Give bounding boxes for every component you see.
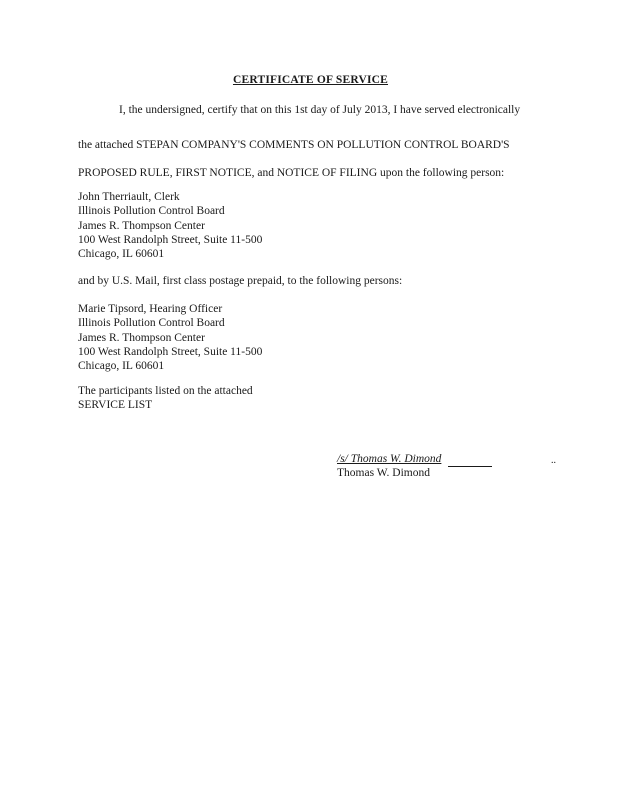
participants-line: The participants listed on the attached <box>78 385 253 397</box>
signature-rule <box>448 466 492 467</box>
address-line: John Therriault, Clerk <box>78 191 180 203</box>
address-line: Illinois Pollution Control Board <box>78 317 225 330</box>
participants-line: SERVICE LIST <box>78 399 153 412</box>
intro-line-1: I, the undersigned, certify that on this 1st day of July 2013, I have served electronically <box>119 104 521 116</box>
address-line: 100 West Randolph Street, Suite 11-500 <box>78 233 263 246</box>
signer-name: Thomas W. Dimond <box>337 467 430 479</box>
address-line: 100 West Randolph Street, Suite 11-500 <box>78 345 263 358</box>
address-line: James R. Thompson Center <box>78 219 205 232</box>
document-title: CERTIFICATE OF SERVICE <box>232 74 389 86</box>
signature-trailing-mark: .. <box>551 455 556 466</box>
participants-note <box>78 384 253 413</box>
electronic-signature: /s/ Thomas W. Dimond <box>337 453 442 465</box>
address-line: Marie Tipsord, Hearing Officer <box>78 303 223 315</box>
recipient-address-clerk <box>78 190 262 261</box>
intro-line-3: PROPOSED RULE, FIRST NOTICE, and NOTICE OF FILING upon the following person: <box>78 167 505 179</box>
mail-statement: and by U.S. Mail, first class postage prepaid, to the following persons: <box>78 275 403 287</box>
address-line: Chicago, IL 60601 <box>78 360 165 373</box>
address-line: Illinois Pollution Control Board <box>78 205 225 218</box>
address-line: Chicago, IL 60601 <box>78 248 165 261</box>
intro-line-2: the attached STEPAN COMPANY'S COMMENTS ON POLLUTION CONTROL BOARD'S <box>78 139 510 151</box>
address-line: James R. Thompson Center <box>78 331 205 344</box>
recipient-address-hearing-officer <box>78 302 262 373</box>
